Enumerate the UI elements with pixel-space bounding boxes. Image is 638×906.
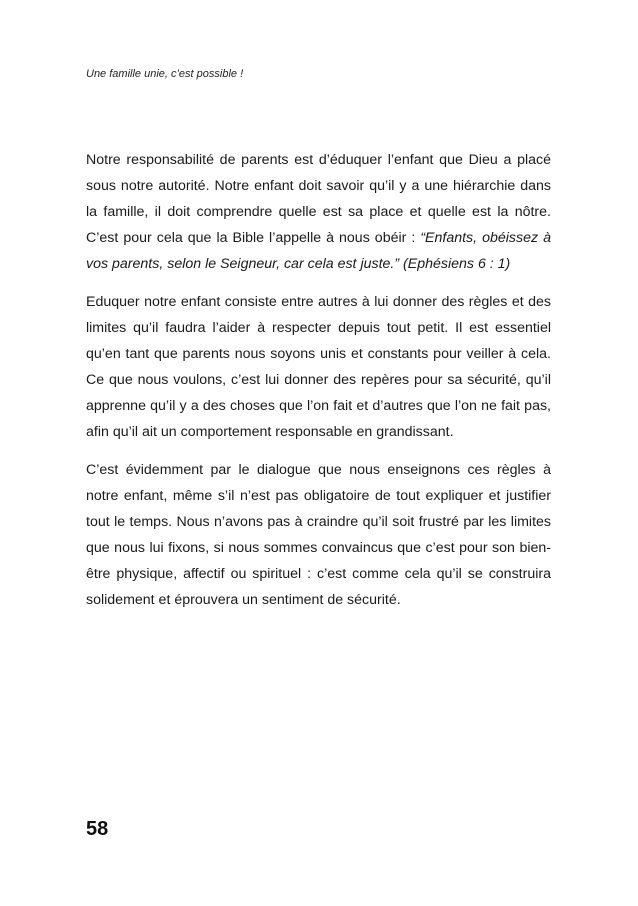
paragraph-1 [86, 147, 551, 277]
body-text [86, 147, 551, 625]
paragraph-1-text: Notre responsabilité de parents est d’éduquer l’enfant que Dieu a placé sous notre autorité. Notre enfant doit savoir qu’il y a une hiérarchie dans la famille, il doit comprendre quelle est sa place et quelle est la nôtre. C’est pour cela que la Bible l’appelle à nous obéir : [86, 152, 551, 246]
bible-quote: “Enfants, obéissez à vos parents, selon le Seigneur, car cela est juste.” (Ephésiens 6 : 1) [86, 230, 551, 272]
page-number: 58 [86, 818, 109, 840]
paragraph-2: Eduquer notre enfant consiste entre autres à lui donner des règles et des limites qu’il faudra l’aider à respecter depuis tout petit. Il est essentiel qu’en tant que parents nous soyons unis et constants pour veiller à cela. Ce que nous voulons, c’est lui donner des repères pour sa sécurité, qu’il apprenne qu’il y a des choses que l’on fait et d’autres que l’on ne fait pas, afin qu’il ait un comportement responsable en grandissant. [86, 294, 551, 440]
paragraph-3: C’est évidemment par le dialogue que nous enseignons ces règles à notre enfant, même s’il n’est pas obligatoire de tout expliquer et justifier tout le temps. Nous n’avons pas à craindre qu’il soit frustré par les limites que nous lui fixons, si nous sommes convaincus que c’est pour son bien-être physique, affectif ou spirituel : c’est comme cela qu’il se construira solidement et éprouvera un sentiment de sécurité. [86, 462, 551, 608]
running-header: Une famille unie, c’est possible ! [86, 68, 244, 80]
